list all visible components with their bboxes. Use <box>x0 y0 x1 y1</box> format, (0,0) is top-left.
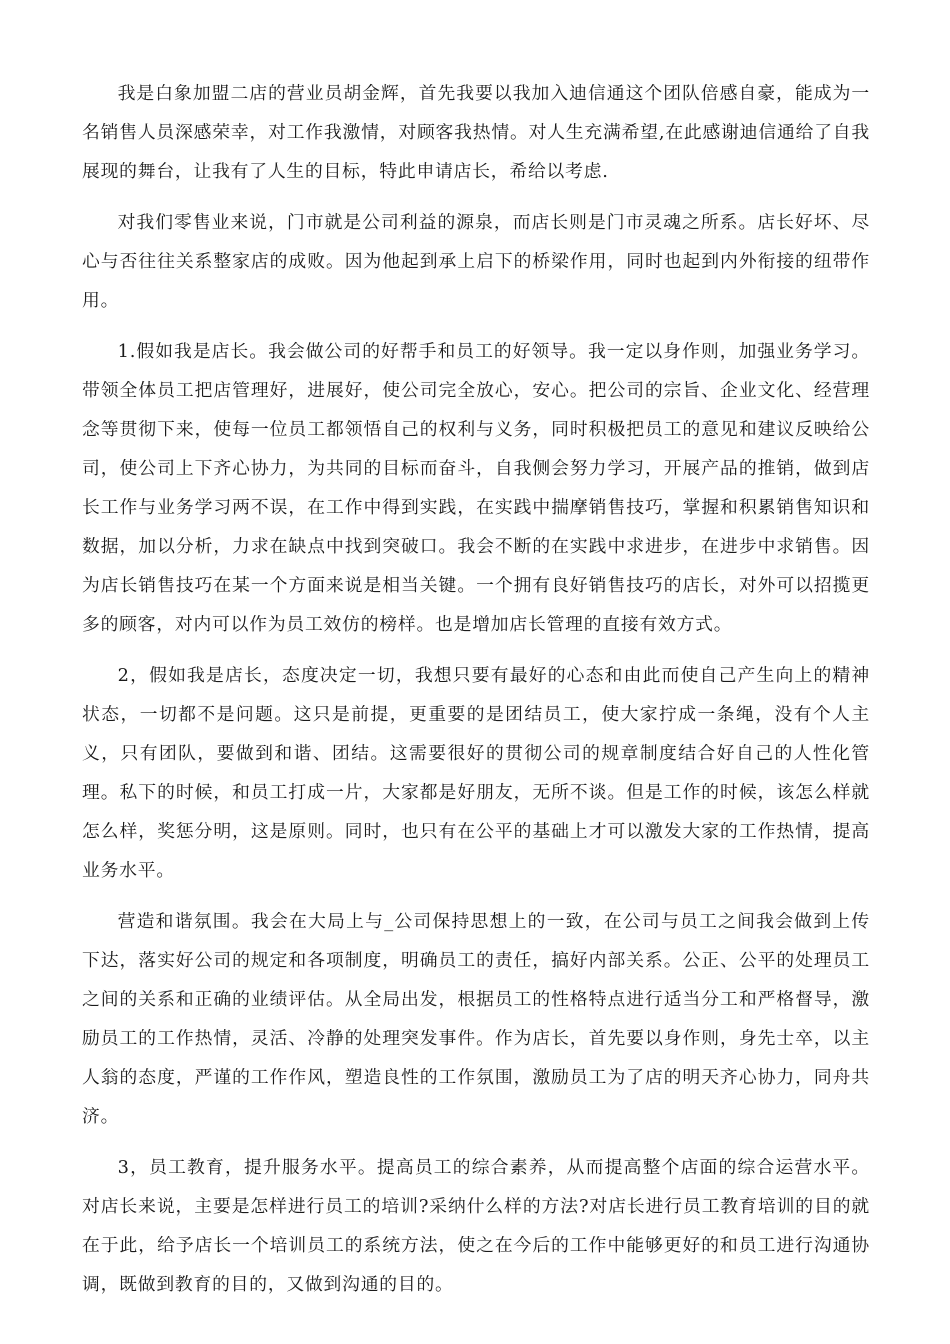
paragraph-harmony: 营造和谐氛围。我会在大局上与_公司保持思想上的一致，在公司与员工之间我会做到上传下达，落实好公司的规定和各项制度，明确员工的责任，搞好内部关系。公正、公平的处理员工之间的关系和正确的业绩评估。从全局出发，根据员工的性格特点进行适当分工和严格督导，激励员工的工作热情，灵活、冷静的处理突发事件。作为店长，首先要以身作则，身先士卒，以主人翁的态度，严谨的工作作风，塑造良性的工作氛围，激励员工为了店的明天齐心协力，同舟共济。 <box>82 911 870 1127</box>
paragraph-store-manager-role: 对我们零售业来说，门市就是公司利益的源泉，而店长则是门市灵魂之所系。店长好坏、尽心与否往往关系整家店的成败。因为他起到承上启下的桥梁作用，同时也起到内外衔接的纽带作用。 <box>82 212 870 311</box>
paragraph-point-1: 1.假如我是店长。我会做公司的好帮手和员工的好领导。我一定以身作则，加强业务学习。带领全体员工把店管理好，进展好，使公司完全放心，安心。把公司的宗旨、企业文化、经营理念等贯彻下来，使每一位员工都领悟自己的权利与义务，同时积极把员工的意见和建议反映给公司，使公司上下齐心协力，为共同的目标而奋斗，自我侧会努力学习，开展产品的推销，做到店长工作与业务学习两不误，在工作中得到实践，在实践中揣摩销售技巧，掌握和积累销售知识和数据，加以分析，力求在缺点中找到突破口。我会不断的在实践中求进步，在进步中求销售。因为店长销售技巧在某一个方面来说是相当关键。一个拥有良好销售技巧的店长，对外可以招揽更多的顾客，对内可以作为员工效仿的榜样。也是增加店长管理的直接有效方式。 <box>82 341 870 635</box>
document-body <box>82 74 870 1316</box>
paragraph-point-2: 2，假如我是店长，态度决定一切，我想只要有最好的心态和由此而使自己产生向上的精神状态，一切都不是问题。这只是前提，更重要的是团结员工，使大家拧成一条绳，没有个人主义，只有团队，要做到和谐、团结。这需要很好的贯彻公司的规章制度结合好自己的人性化管理。私下的时候，和员工打成一片，大家都是好朋友，无所不谈。但是工作的时候，该怎么样就怎么样，奖惩分明，这是原则。同时，也只有在公平的基础上才可以激发大家的工作热情，提高业务水平。 <box>82 665 870 881</box>
paragraph-point-3: 3，员工教育，提升服务水平。提高员工的综合素养，从而提高整个店面的综合运营水平。对店长来说，主要是怎样进行员工的培训?采纳什么样的方法?对店长进行员工教育培训的目的就在于此，给予店长一个培训员工的系统方法，使之在今后的工作中能够更好的和员工进行沟通协调，既做到教育的目的，又做到沟通的目的。 <box>82 1157 870 1295</box>
paragraph-intro: 我是白象加盟二店的营业员胡金辉，首先我要以我加入迪信通这个团队倍感自豪，能成为一名销售人员深感荣幸，对工作我激情，对顾客我热情。对人生充满希望,在此感谢迪信通给了自我展现的舞台，让我有了人生的目标，特此申请店长，希给以考虑. <box>82 83 870 182</box>
